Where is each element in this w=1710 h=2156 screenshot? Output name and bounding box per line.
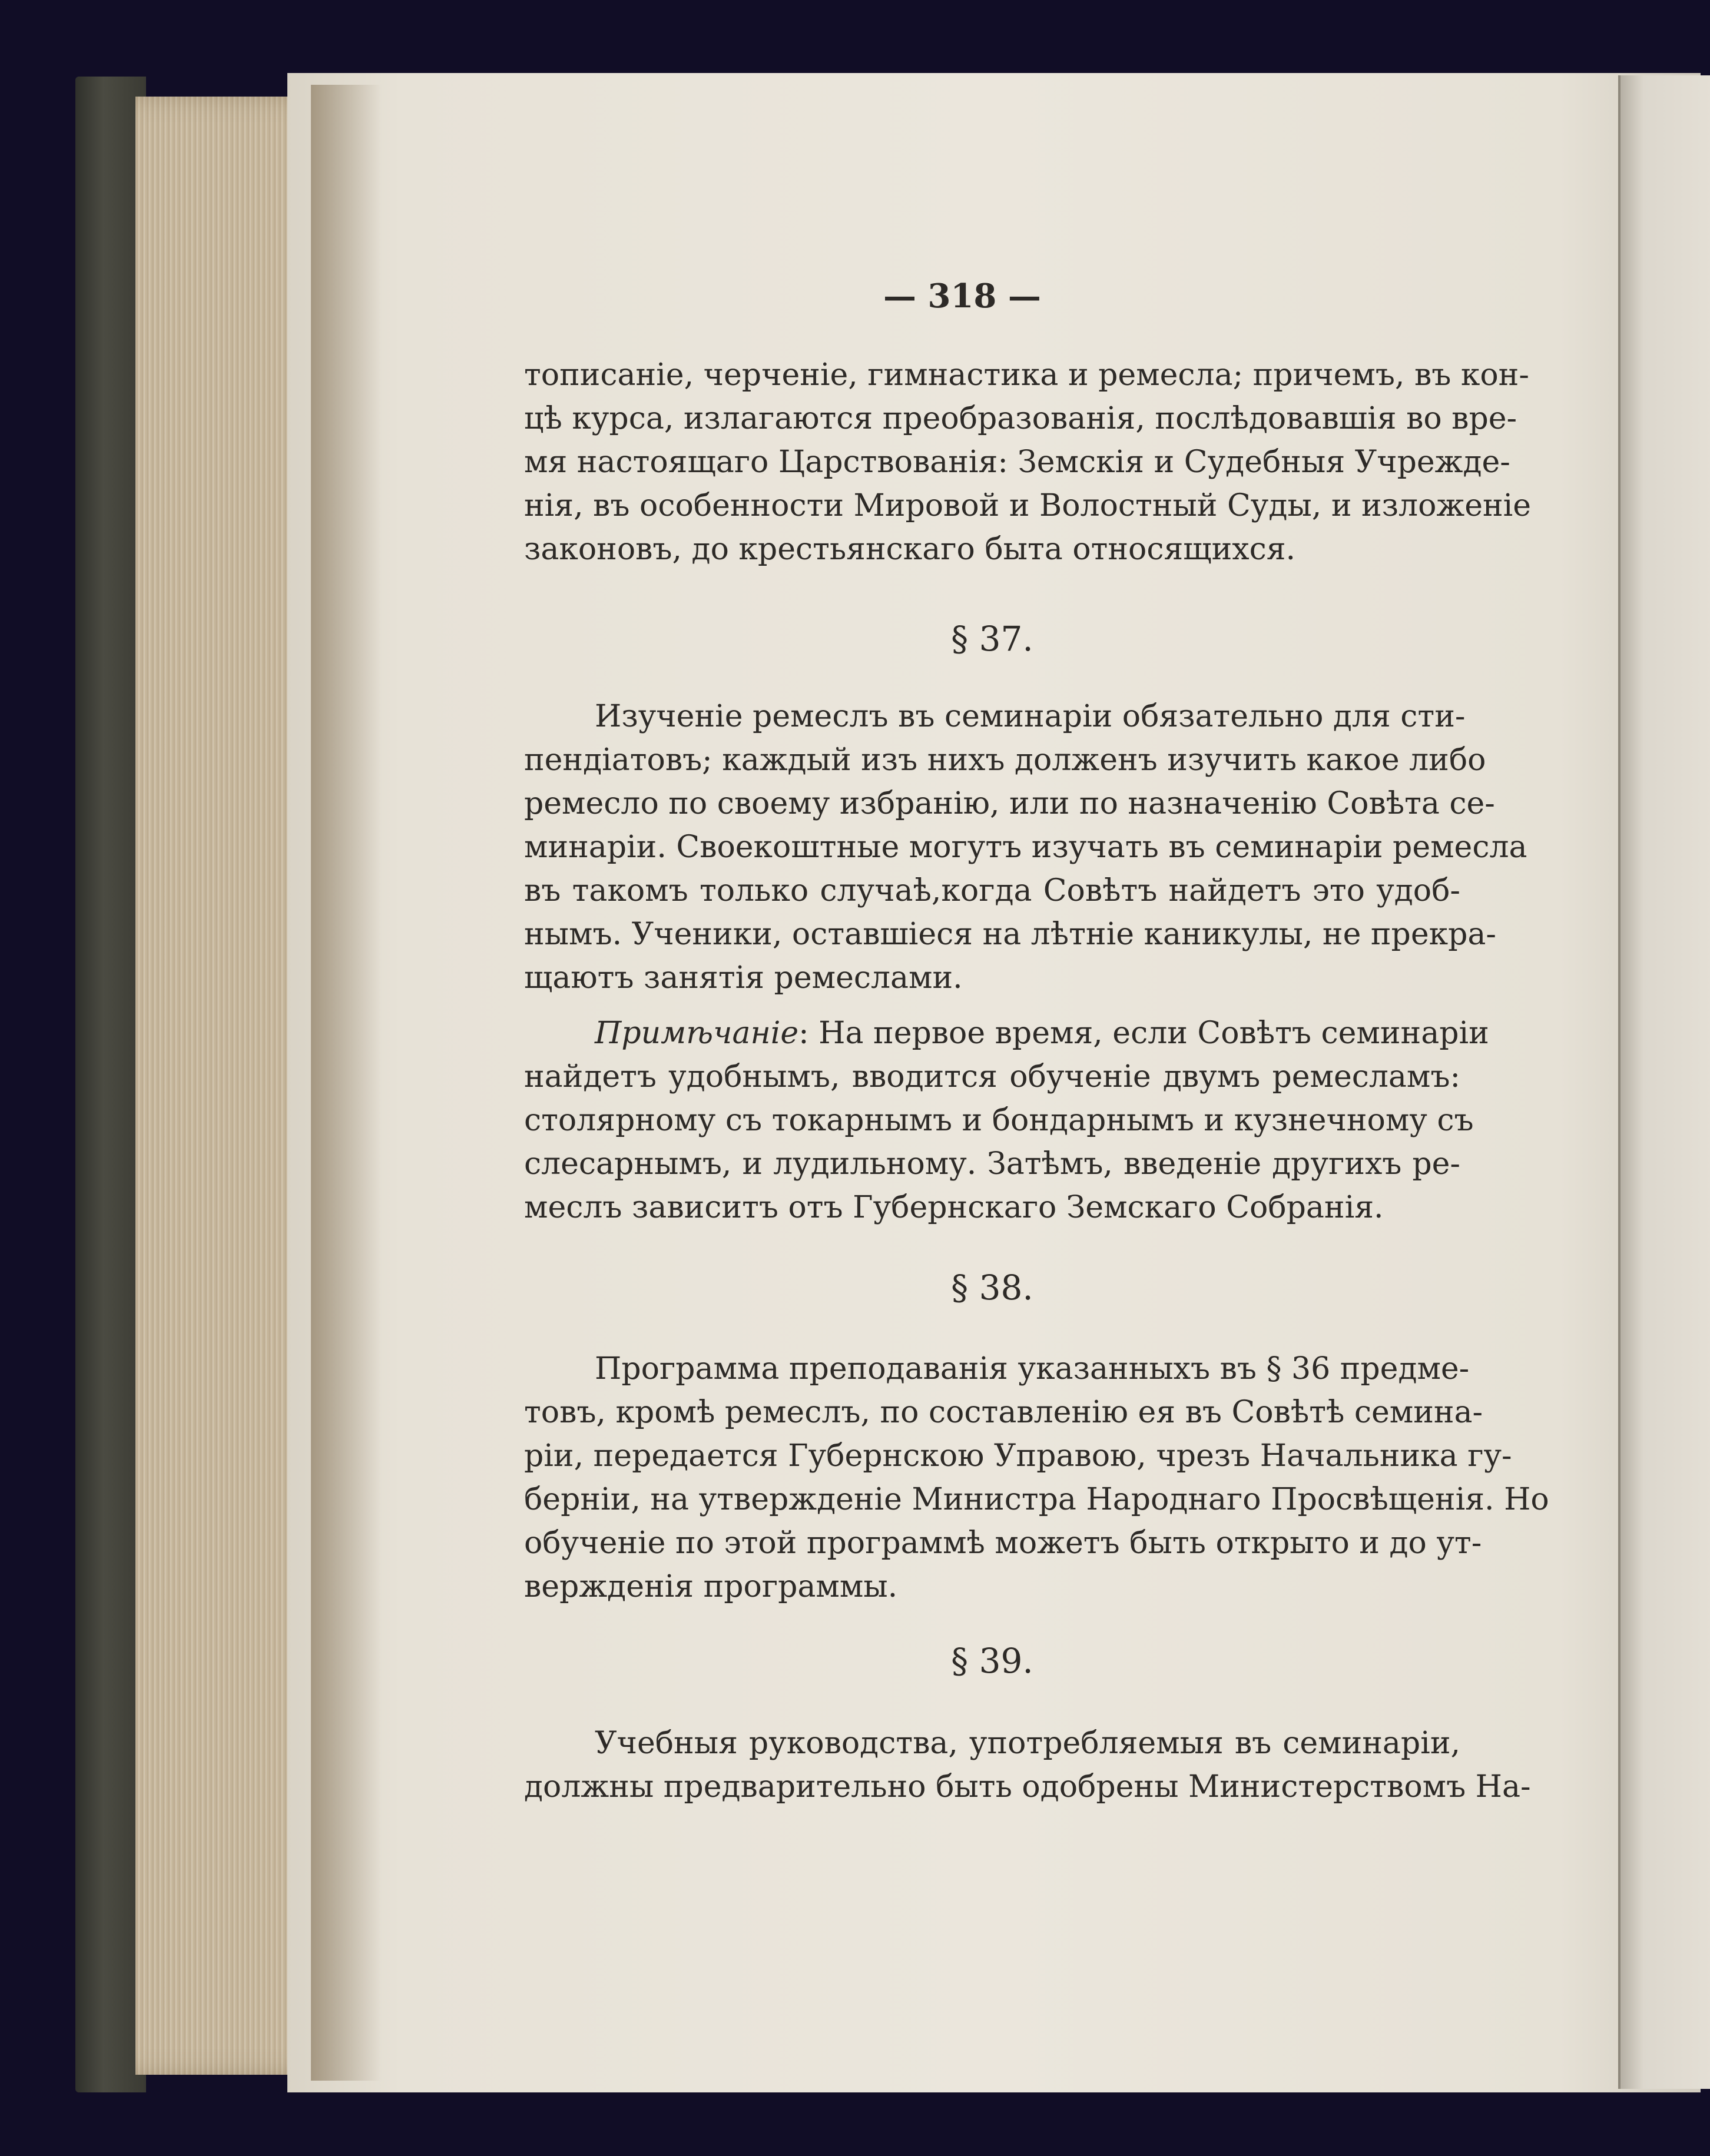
text-line: Изученіе ремеслъ въ семинаріи обязательно для сти- xyxy=(595,699,1466,734)
text-line: законовъ, до крестьянскаго быта относящихся. xyxy=(524,532,1296,567)
text-line: обученіе по этой программѣ можетъ быть открыто и до ут- xyxy=(524,1525,1482,1561)
section-38-heading: § 38. xyxy=(951,1268,1033,1308)
text-line: цѣ курса, излагаются преобразованія, послѣдовавшія во вре- xyxy=(524,401,1517,436)
text-line: товъ, кромѣ ремеслъ, по составленію ея въ Совѣтѣ семина- xyxy=(524,1395,1483,1430)
text-line: минаріи. Своекоштные могутъ изучать въ семинаріи ремесла xyxy=(524,830,1527,865)
paragraph-s39 xyxy=(524,1722,1531,1809)
text-line: вержденія программы. xyxy=(524,1569,898,1604)
text-line: нія, въ особенности Мировой и Волостный Суды, и изложеніе xyxy=(524,488,1532,523)
text-line xyxy=(524,1011,1489,1055)
text-line: мя настоящаго Царствованія: Земскія и Судебныя Учрежде- xyxy=(524,445,1510,480)
text-line: меслъ зависитъ отъ Губернскаго Земскаго Собранія. xyxy=(524,1190,1384,1225)
text-line: ріи, передается Губернскою Управою, чрезъ Начальника гу- xyxy=(524,1438,1512,1474)
note-label: Примѣчаніе xyxy=(595,1016,799,1051)
paragraph-s37 xyxy=(524,695,1527,1000)
text-line: слесарнымъ, и лудильному. Затѣмъ, введеніе другихъ ре- xyxy=(524,1146,1460,1182)
text-line: пендіатовъ; каждый изъ нихъ долженъ изучить какое либо xyxy=(524,742,1486,778)
next-page-edge xyxy=(1618,75,1710,2089)
text-line: нымъ. Ученики, оставшіеся на лѣтніе каникулы, не прекра- xyxy=(524,917,1496,952)
text-line: берніи, на утвержденіе Министра Народнаго Просвѣщенія. Но xyxy=(524,1482,1549,1517)
text-line: ремесло по своему избранію, или по назначенію Совѣта се- xyxy=(524,786,1495,821)
text-line: тописаніе, черченіе, гимнастика и ремесла; причемъ, въ кон- xyxy=(524,357,1529,393)
text-line: Учебныя руководства, употребляемыя въ семинаріи, xyxy=(595,1726,1460,1761)
page-number: — 318 — xyxy=(883,277,1041,316)
note-text: : На первое время, если Совѣтъ семинаріи xyxy=(798,1016,1489,1051)
text-line: должны предварительно быть одобрены Министерствомъ На- xyxy=(524,1769,1531,1805)
text-line: столярному съ токарнымъ и бондарнымъ и кузнечному съ xyxy=(524,1103,1474,1138)
paragraph-note xyxy=(524,1011,1489,1229)
text-line: въ такомъ только случаѣ,когда Совѣтъ найдетъ это удоб- xyxy=(524,873,1460,908)
paragraph-s38 xyxy=(524,1347,1549,1608)
text-line: Программа преподаванія указанныхъ въ § 36 предме- xyxy=(595,1351,1470,1387)
section-39-heading: § 39. xyxy=(951,1641,1033,1681)
text-line: щаютъ занятія ремеслами. xyxy=(524,960,963,996)
gutter-shadow xyxy=(311,85,382,2081)
paragraph-intro xyxy=(524,353,1532,571)
section-37-heading: § 37. xyxy=(951,619,1033,659)
text-line: найдетъ удобнымъ, вводится обученіе двумъ ремесламъ: xyxy=(524,1059,1460,1094)
